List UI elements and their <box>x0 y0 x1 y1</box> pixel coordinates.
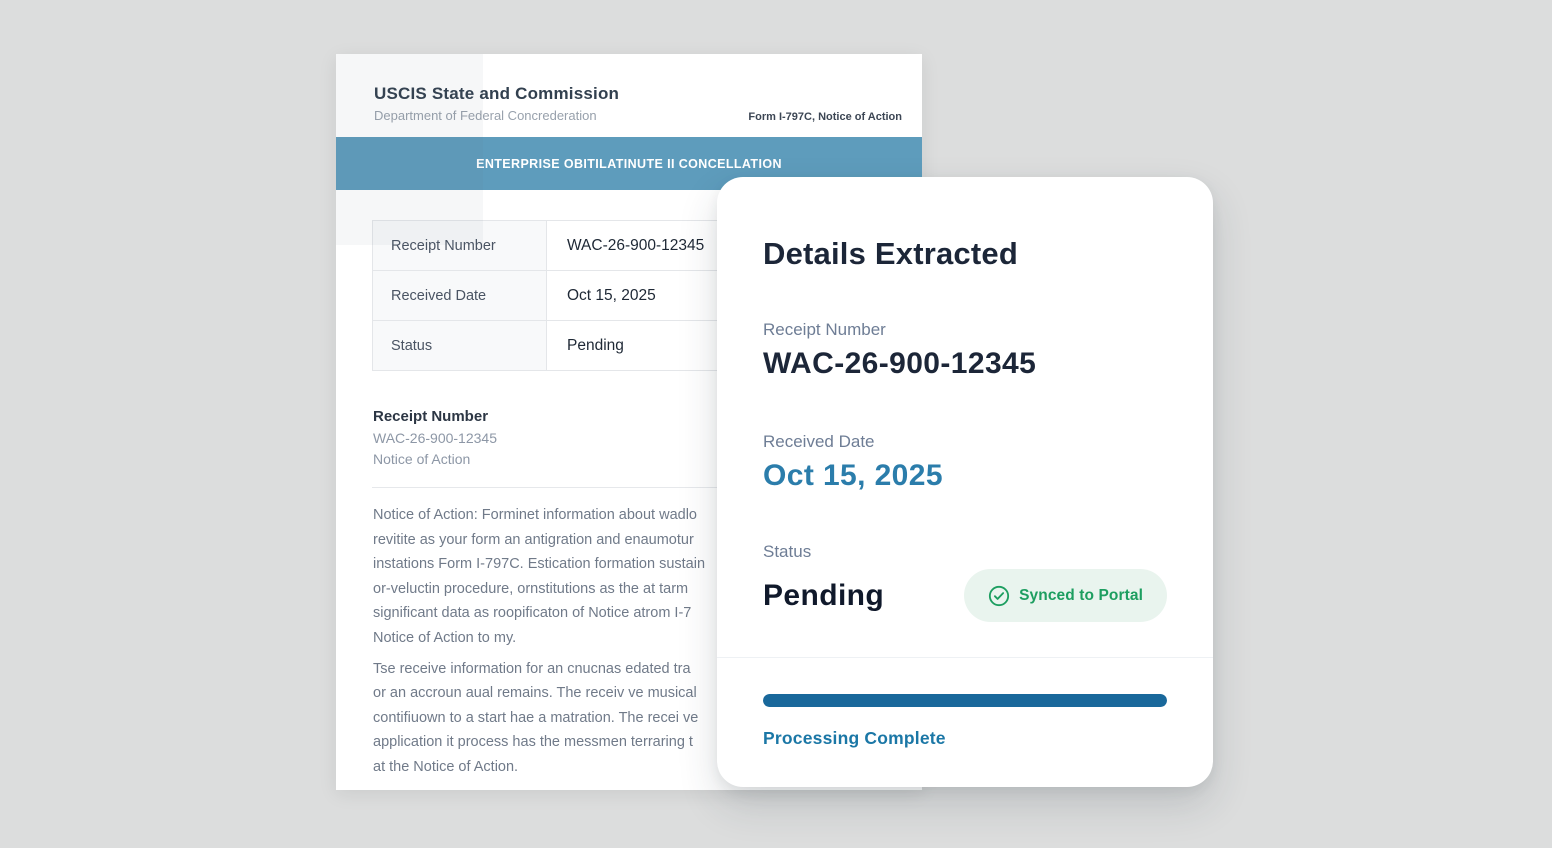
card-divider <box>717 657 1213 658</box>
processing-status-text: Processing Complete <box>763 728 946 748</box>
field-value: Pending <box>763 578 885 612</box>
receipt-summary-block <box>373 406 497 470</box>
document-title: USCIS State and Commission <box>374 84 620 103</box>
paragraph-line: or an accroun aual remains. The receiv ve musical <box>373 685 697 702</box>
field-status <box>763 541 1167 622</box>
field-label: Receipt Number <box>763 320 886 339</box>
card-title: Details Extracted <box>763 236 1018 271</box>
table-row-value: Pending <box>547 321 887 370</box>
field-label: Status <box>763 542 812 561</box>
field-received-date <box>763 431 1167 493</box>
paragraph-line: Notice of Action to my. <box>373 629 517 646</box>
details-extracted-card <box>717 177 1213 787</box>
sync-badge-label: Synced to Portal <box>1019 586 1143 604</box>
document-banner-text: ENTERPRISE OBITILATINUTE II CONCELLATION <box>476 156 782 171</box>
table-row-label: Receipt Number <box>373 221 547 270</box>
form-number-label: Form I-797C, Notice of Action <box>748 111 902 123</box>
document-subtitle: Department of Federal Concrederation <box>374 108 597 123</box>
paragraph-line: Tse receive information for an cnucnas edated tra <box>373 660 691 677</box>
progress-fill <box>763 694 1167 707</box>
field-value: WAC-26-900-12345 <box>763 347 1037 380</box>
field-receipt-number <box>763 319 1167 381</box>
paragraph-line: or-veluctin procedure, ornstitutions as the at tarm <box>373 580 689 597</box>
table-row-value: WAC-26-900-12345 <box>547 221 887 270</box>
synced-to-portal-badge <box>964 569 1167 622</box>
paragraph-line: at the Notice of Action. <box>373 758 519 775</box>
check-circle-icon <box>988 585 1010 607</box>
paragraph-line: application it process has the messmen terraring t <box>373 734 693 751</box>
paragraph-line: contifiuown to a start hae a matration. The recei ve <box>373 709 699 726</box>
paragraph-line: significant data as roopificaton of Notice atrom I-7 <box>373 605 692 622</box>
status-row <box>763 569 1167 622</box>
receipt-summary-type: Notice of Action <box>373 451 471 467</box>
paragraph-line: Notice of Action: Forminet information about wadlo <box>373 507 697 523</box>
document-header <box>336 54 922 137</box>
paragraph-line: instations Form I-797C. Estication formation sustain <box>373 556 706 573</box>
table-row-value: Oct 15, 2025 <box>547 271 887 320</box>
field-label: Received Date <box>763 432 875 451</box>
progress-bar <box>763 694 1167 707</box>
receipt-summary-number: WAC-26-900-12345 <box>373 430 497 446</box>
table-row-label: Status <box>373 321 547 370</box>
paragraph-line: revitite as your form an antigration and enaumotur <box>373 531 694 548</box>
receipt-summary-heading: Receipt Number <box>373 408 489 425</box>
field-value: Oct 15, 2025 <box>763 459 943 492</box>
table-row-label: Received Date <box>373 271 547 320</box>
